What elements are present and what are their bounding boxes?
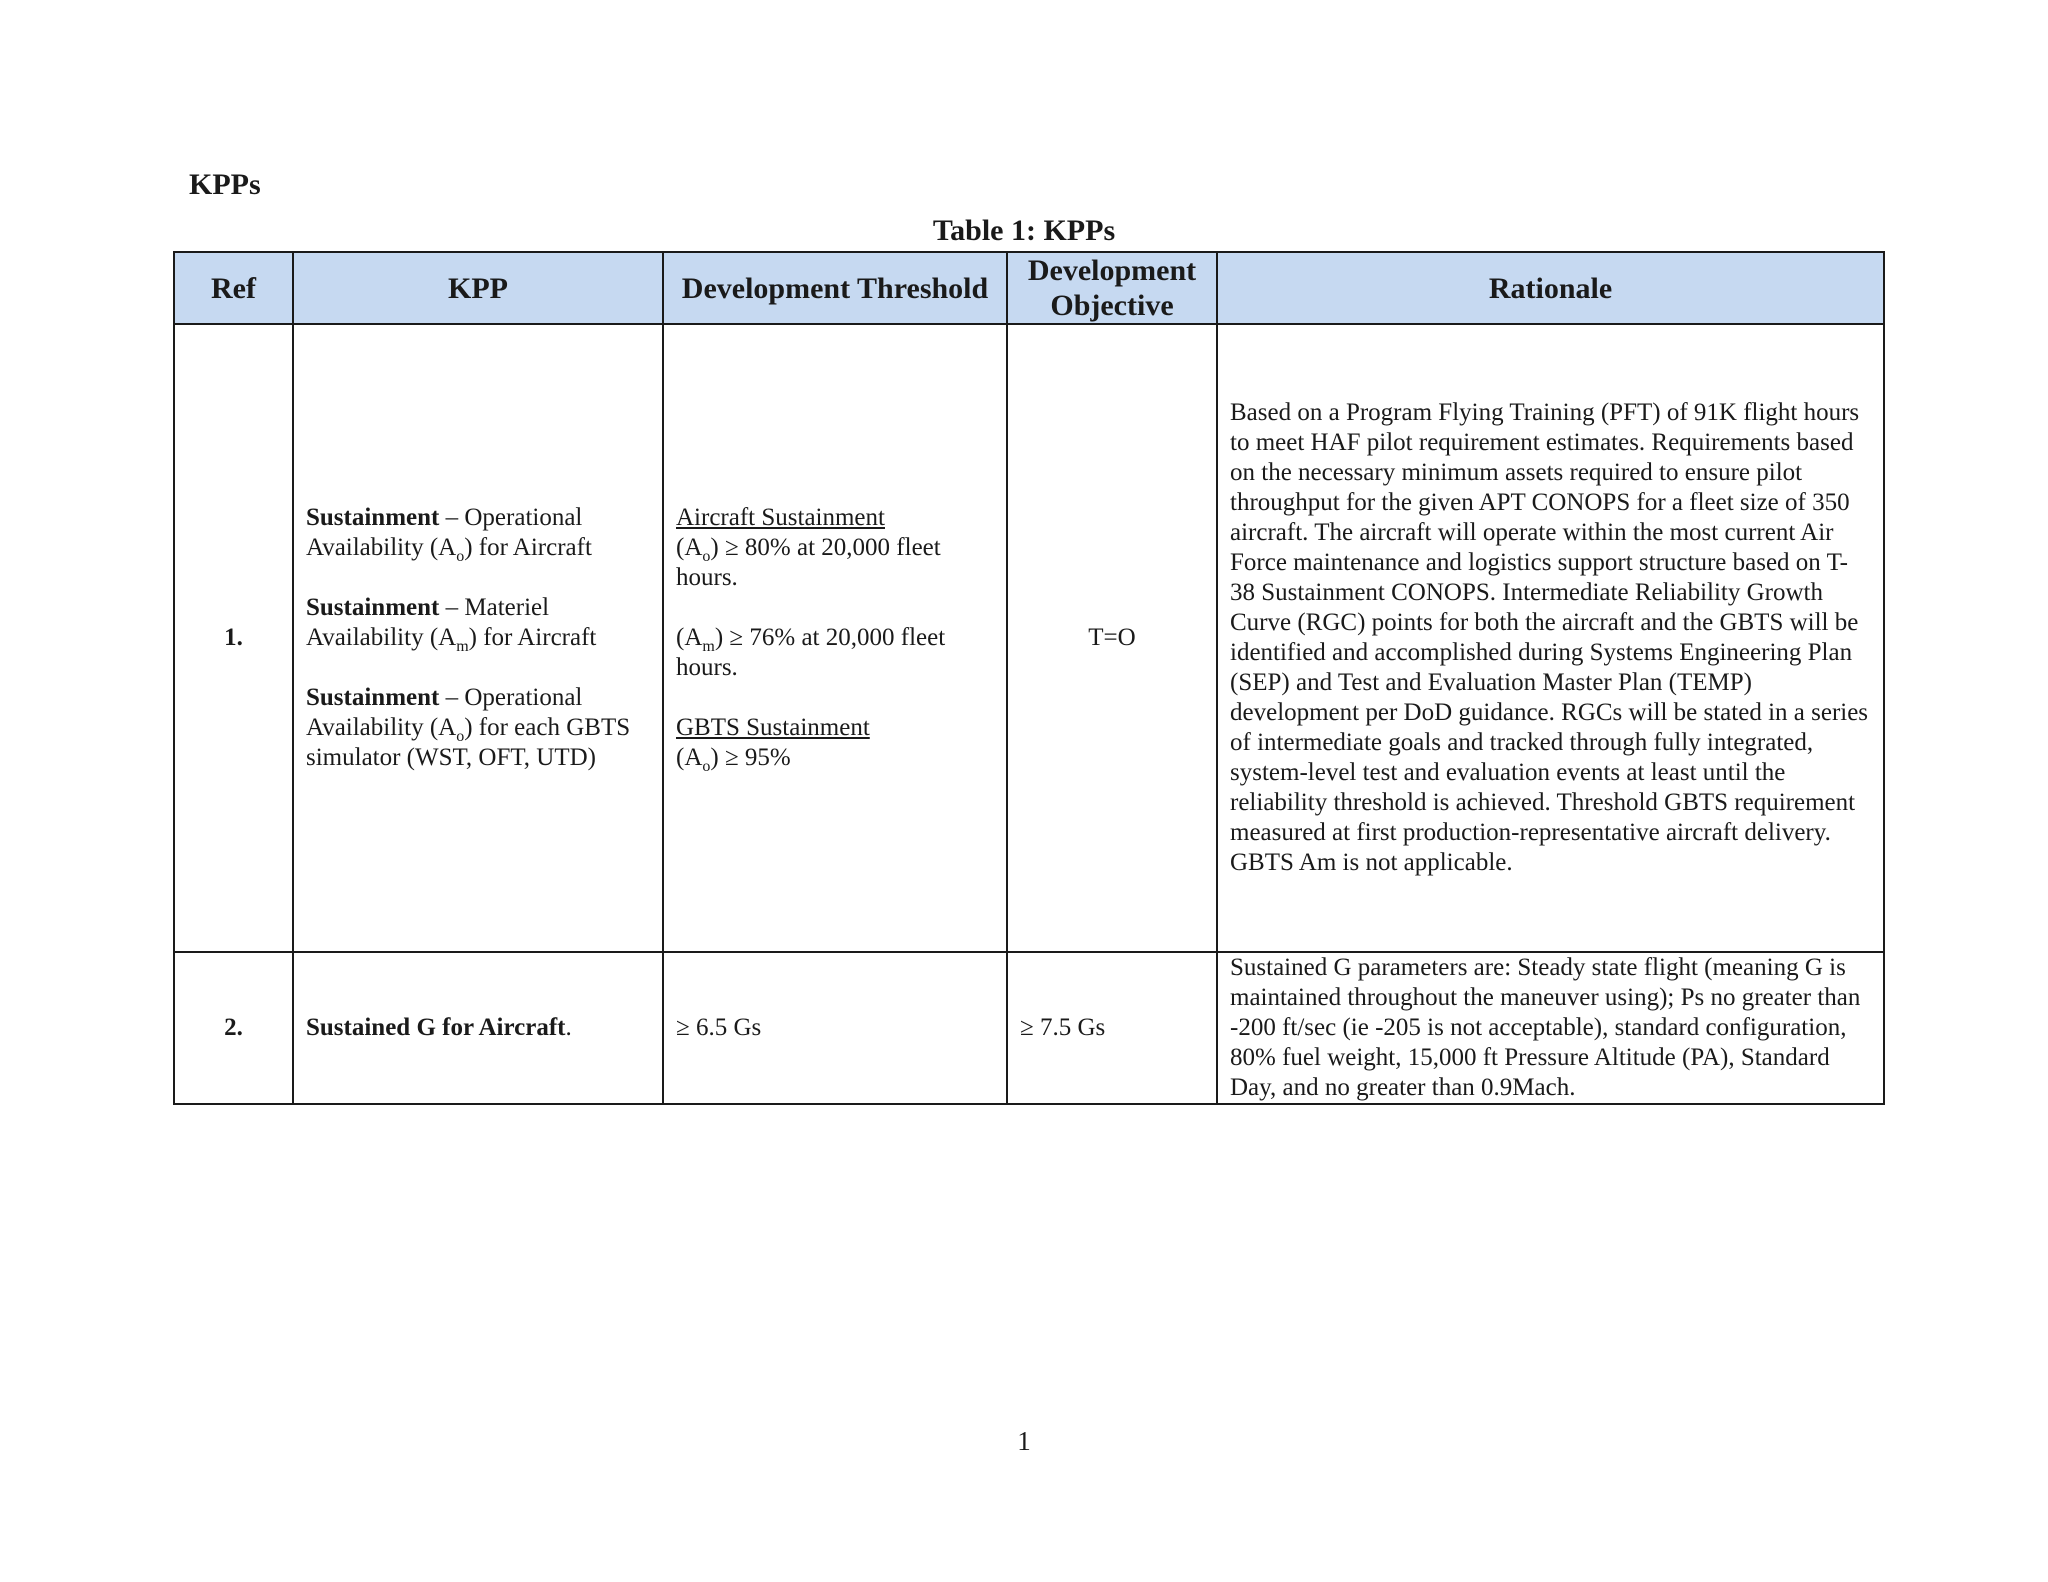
header-threshold: Development Threshold xyxy=(663,252,1007,324)
objective-cell: ≥ 7.5 Gs xyxy=(1007,952,1217,1104)
gbts-threshold xyxy=(676,743,994,773)
header-objective: Development Objective xyxy=(1007,252,1217,324)
ao-threshold xyxy=(676,533,994,593)
kpp-text: – Operational Availability (A xyxy=(306,684,583,741)
table-caption: Table 1: KPPs xyxy=(932,214,1116,247)
rationale-cell: Sustained G parameters are: Steady state flight (meaning G is maintained throughout the maneuver using); Ps no greater than -200 ft/sec (ie -205 is not acceptable), standard configuration, 80% fuel weight, 15,000 ft Pressure Altitude (PA), Standard Day, and no greater than 0.9Mach. xyxy=(1217,952,1884,1104)
kpp-term: Sustainment xyxy=(306,684,440,711)
threshold-text: ) ≥ 95% xyxy=(710,744,791,771)
kpp-item xyxy=(306,593,650,653)
kpp-text: ) for each GBTS simulator (WST, OFT, UTD) xyxy=(306,714,631,771)
threshold-text: (A xyxy=(676,624,703,651)
threshold-cell: ≥ 6.5 Gs xyxy=(663,952,1007,1104)
kpp-cell xyxy=(293,324,663,952)
page-number: 1 xyxy=(1017,1426,1031,1456)
rationale-cell: Based on a Program Flying Training (PFT) of 91K flight hours to meet HAF pilot requirement estimates. Requirements based on the necessary minimum assets required to ensure pilot throughput for the given APT CONOPS for a fleet size of 350 aircraft. The aircraft will operate within the most current Air Force maintenance and logistics support structure based on T-38 Sustainment CONOPS. Intermediate Reliability Growth Curve (RGC) points for both the aircraft and the GBTS will be identified and accomplished during Systems Engineering Plan (SEP) and Test and Evaluation Master Plan (TEMP) development per DoD guidance. RGCs will be stated in a series of intermediate goals and tracked through fully integrated, system-level test and evaluation events at least until the reliability threshold is achieved. Threshold GBTS requirement measured at first production-representative aircraft delivery. GBTS Am is not applicable. xyxy=(1217,324,1884,952)
gbts-sustainment-label: GBTS Sustainment xyxy=(676,714,870,741)
kpp-table xyxy=(173,251,1885,1105)
kpp-text: – Operational Availability (A xyxy=(306,504,583,561)
threshold-subscript: m xyxy=(702,638,715,655)
ref-cell: 2. xyxy=(174,952,293,1104)
kpp-item xyxy=(306,503,650,563)
ref-cell: 1. xyxy=(174,324,293,952)
kpp-cell xyxy=(293,952,663,1104)
kpp-subscript: o xyxy=(456,548,465,565)
table-header-row xyxy=(174,252,1884,324)
threshold-text: (A xyxy=(676,534,703,561)
objective-cell: T=O xyxy=(1007,324,1217,952)
kpp-term: Sustainment xyxy=(306,504,440,531)
threshold-text: ) ≥ 80% at 20,000 fleet hours. xyxy=(676,534,941,591)
threshold-text: (A xyxy=(676,744,703,771)
section-heading: KPPs xyxy=(189,168,261,201)
kpp-subscript: o xyxy=(456,728,465,745)
header-rationale: Rationale xyxy=(1217,252,1884,324)
aircraft-sustainment-label: Aircraft Sustainment xyxy=(676,504,885,531)
threshold-cell xyxy=(663,324,1007,952)
threshold-subscript: o xyxy=(702,548,711,565)
header-kpp: KPP xyxy=(293,252,663,324)
kpp-term: Sustainment xyxy=(306,594,440,621)
kpp-text: . xyxy=(565,1014,572,1041)
table-row xyxy=(174,324,1884,952)
header-ref: Ref xyxy=(174,252,293,324)
threshold-subscript: o xyxy=(702,758,711,775)
am-threshold xyxy=(676,623,994,683)
threshold-text: ) ≥ 76% at 20,000 fleet hours. xyxy=(676,624,946,681)
kpp-text: ) for Aircraft xyxy=(464,534,592,561)
kpp-subscript: m xyxy=(456,638,469,655)
kpp-text: – Materiel Availability (A xyxy=(306,594,550,651)
kpp-item xyxy=(306,683,650,773)
kpp-text: ) for Aircraft xyxy=(468,624,597,651)
table-row xyxy=(174,952,1884,1104)
kpp-term: Sustained G for Aircraft xyxy=(306,1014,566,1041)
